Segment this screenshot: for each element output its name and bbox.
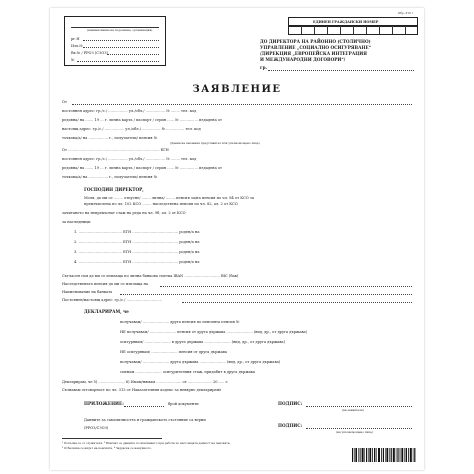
applicant-line-8: редовна/ на ....... 19 ... г. лична карта / паспорт / серия ...... № ................ издадена от [62,166,223,170]
addressee-line1: ДО ДИРЕКТОРА НА РАЙОННО (СТОЛИЧНО) [260,39,371,44]
bottom-line-2: (РРОЗ/СЗОЗ) [84,426,109,430]
heir-row-3[interactable]: 3. ...................................... ЕГН ........................................ роден/а на [74,250,200,254]
bottom-line-1: Данните за самоличността и гражданското състояние са верни [84,418,206,422]
applicant-line-7: постоянен адрес: гр./с./ ................. ул./обл./ ................. № ........ тел. код [62,157,197,161]
declaration-line-3: осигурявам/ ....................... в друга държава ....................... (вид, др., от друга държава) [120,340,285,344]
signature-field[interactable] [306,406,412,407]
attachments-label: ПРИЛОЖЕНИЕ: [84,401,124,406]
declaration-line-8: Съзнавам отговорност по чл. 313 от Наказателния кодекс за невярно деклариране [62,388,222,392]
applicant-name-field[interactable] [72,104,412,105]
registration-box [64,16,166,66]
request-line-3: зачитането на непрекъснат стаж на реда на чл. 9б, ал. 2 от КСО [62,211,186,215]
form-title: ЗАЯВЛЕНИЕ [192,84,282,95]
registration-row4: № [71,58,75,62]
request-line-1: Моля, да ми се ........ отпусне/ ........ лична/ ........ пенсия за/на пенсия по чл. 84 от КСО за [84,196,254,200]
heir-row-4[interactable]: 4. ...................................... ЕГН ........................................ роден/а на [74,260,200,264]
attachments-count-field[interactable] [124,406,164,407]
applicant-line-4: настоящ адрес: гр./с./ ................. ул./обл./ ................ № ................ тел. код [62,127,201,131]
request-line-2: преизчислена по чл. 102 КСО ........ наследствена пенсия по чл. 82, ал. 2 от КСО [84,202,238,206]
form-code: Обр. 372 г [398,11,414,15]
attachments-docs: брой документи [168,402,199,406]
heir-row-2[interactable]: 2. ...................................... ЕГН ........................................ роден/а на [74,240,200,244]
addressee-line4: И МЕЖДУНАРОДНИ ДОГОВОРИ“/ [260,57,346,62]
addressee-line3: /ДИРЕКЦИЯ „ЕВРОПЕЙСКА ИНТЕГРАЦИЯ [260,51,367,56]
applicant-line-6: От ................................................................................ ЕГН [62,148,169,152]
salutation: ГОСПОДИН ДИРЕКТОР, [84,187,144,192]
declaration-line-6: сменам ....................... осигурителния стаж, придобит в друга държава [120,370,255,374]
barcode [352,448,416,466]
egn-digit-boxes[interactable] [288,25,418,35]
signature-note: (на заявителя) [342,408,364,412]
declaration-line-4: НЕ осигурявам/ ....................... пенсия от друга държава [120,350,228,354]
registration-row3: Вх.№ / РРОЗ (СЗОЗ) [71,51,108,55]
signature-label: ПОДПИС: [278,401,303,406]
request-line-4: за наследници: [62,220,92,224]
bank-line-4: Постоянен/настоящ адрес: гр./с./ ............................... [62,298,162,302]
declaration-line-1: получавам/ ....................... друга пенсия по пенсията пенсия № [120,320,240,324]
applicant-line-9: точкова/а/ на ................. г., получатели/ пенсия № [62,175,158,179]
signature-bottom-note: (на упълномощено лице) [336,430,373,434]
registration-caption: (наименование на поделение, организация) [87,28,153,32]
applicant-line-5: точкова/а/ на ................. г., получатели/ пенсия № [62,136,158,140]
signature-bottom-label: ПОДПИС: [278,423,303,428]
registration-row1: рг.Н [71,37,80,41]
bank-line-3: Наименование на банката [62,290,113,294]
declaration-line-5: получавам/ ....................... друга държава ....................... (вид, др., от друга държава) [120,360,281,364]
applicant-line-3: редовна/ на ....... 19 ... г. лична карта / паспорт / серия ...... № ................ издадена от [62,118,223,122]
applicant-line-1: От [62,100,67,104]
bank-line-1: Съгласен съм да ми се изплаща по лична банкова сметка IBAN ............................... BIC (бак) [62,274,239,278]
addressee-city-label: гр. [260,65,267,70]
bank-line-2: Наследствената пенсия да ми се изплаща на [62,282,149,286]
declaration-title: ДЕКЛАРИРАМ, че [84,309,129,314]
footnote-1: ¹ Попълва се от служителя. ² Вписват се данните по вписването при работа по настоящата дейност на пенсията. [62,441,231,445]
addressee-line2: УПРАВЛЕНИЕ „СОЦИАЛНО ОСИГУРЯВАНЕ“ [260,45,372,50]
applicant-note: (Данни на законния представител или упълномощено лице) [170,141,260,145]
applicant-line-2: постоянен адрес: гр./с./ ................. ул./обл./ ................. № ........ тел. код [62,109,197,113]
signature-bottom-field[interactable] [306,428,412,429]
egn-header-label: ЕДИНЕН ГРАЖДАНСКИ НОМЕР [313,20,379,24]
declaration-line-7: Декларирам, че 5) ......................, 6) Имам/нямам ...................... от ..................... 20 ..... г. [62,380,229,384]
heir-row-1[interactable]: 1. ...................................... ЕГН ........................................ роден/а на [74,230,200,234]
registration-row2: Изх.№ [71,44,83,48]
declaration-line-2: НЕ получавам/ ....................... пенсия от друга държава ....................... (вид, др., от друга държава) [120,330,308,334]
application-form-page [50,8,424,470]
footnote-2: ³ Отбелязва се видът на пенсията. ⁴ Задраска се ненужното. [62,446,152,450]
addressee-city-field[interactable] [268,70,414,71]
